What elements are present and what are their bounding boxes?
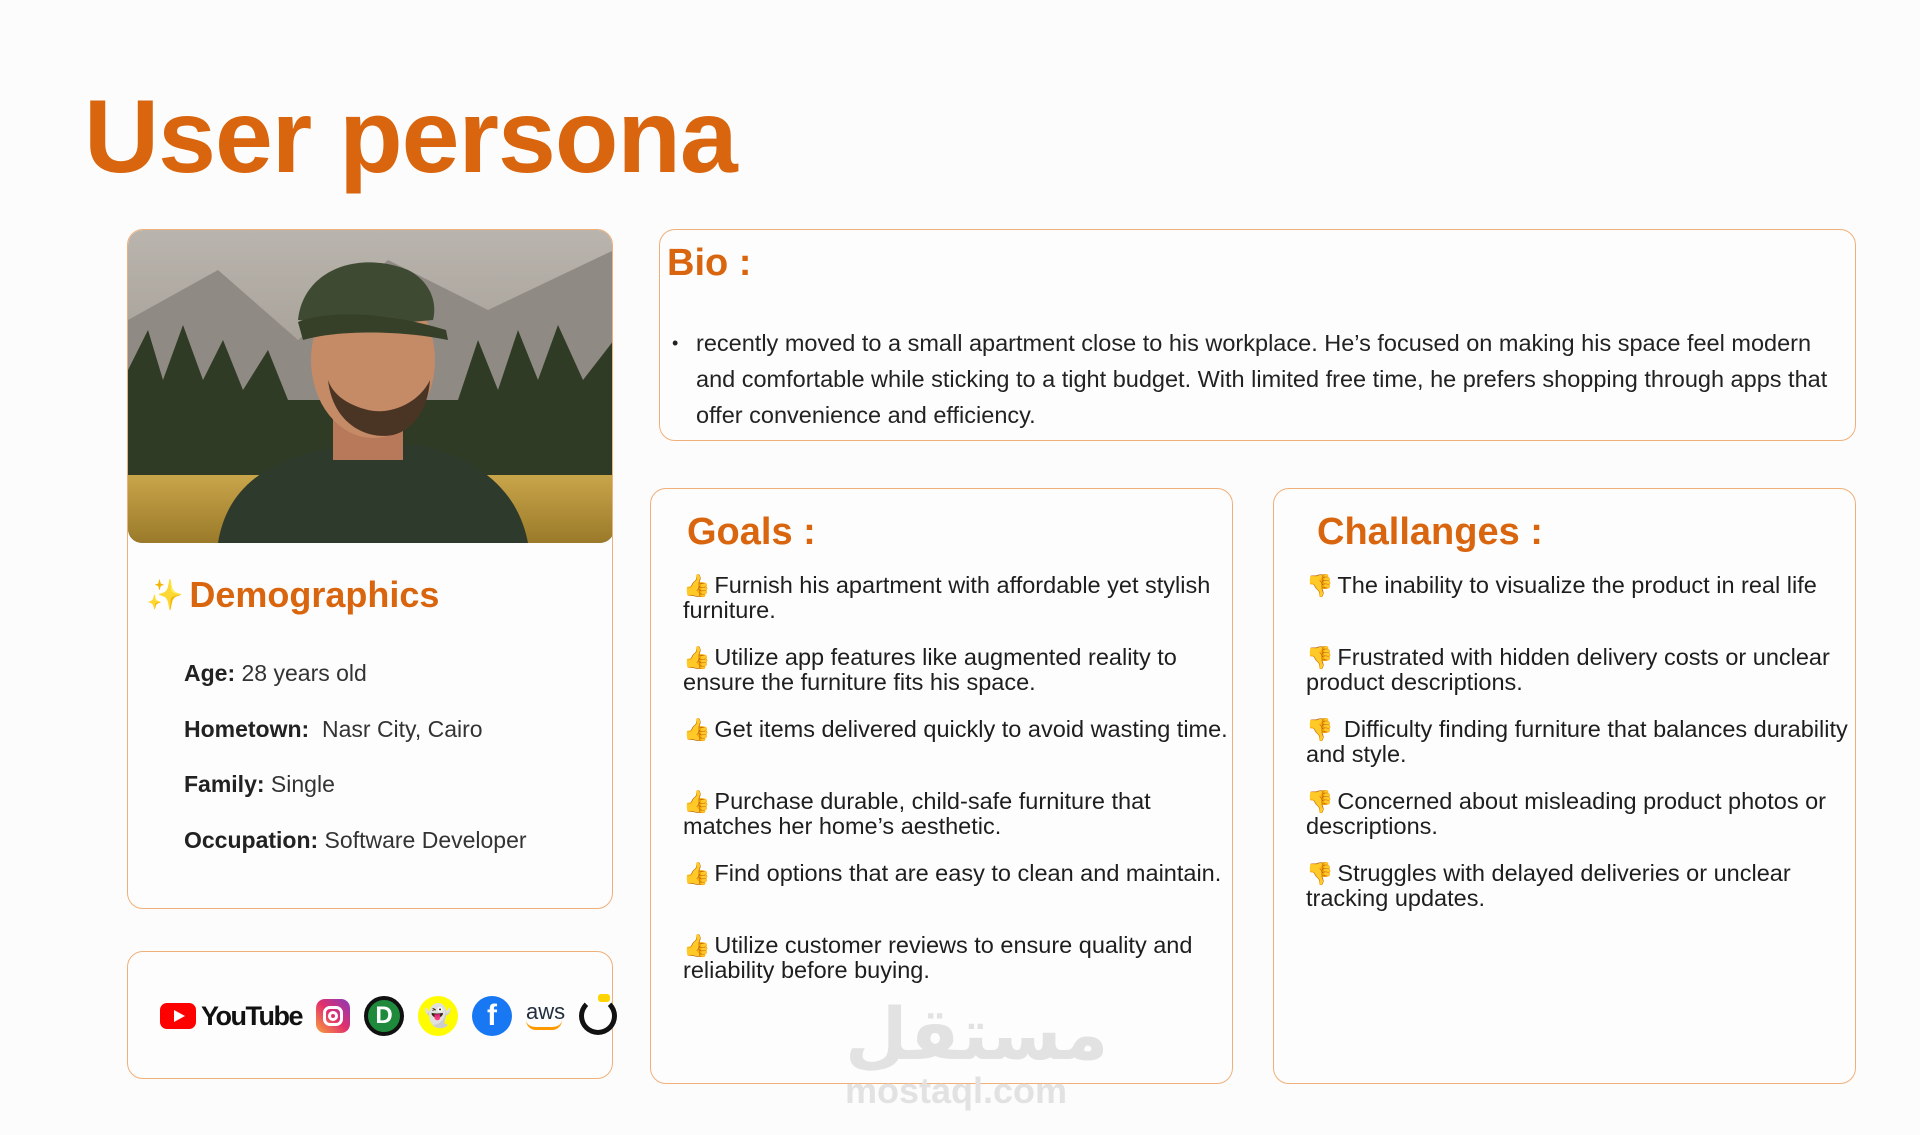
demographics-list (184, 660, 527, 882)
goal-text: Furnish his apartment with affordable yet stylish furniture. (683, 572, 1211, 623)
demographics-heading (146, 574, 439, 616)
list-item (683, 789, 1228, 861)
list-item (683, 573, 1228, 645)
dribbble-icon: D (364, 996, 404, 1036)
challenges-card (1273, 488, 1856, 1084)
challenge-text: Difficulty finding furniture that balances durability and style. (1306, 716, 1848, 767)
thumbs-down-icon: 👎 (1306, 861, 1334, 886)
youtube-play-icon (160, 1003, 196, 1029)
goal-text: Utilize customer reviews to ensure quality and reliability before buying. (683, 932, 1193, 983)
demographics-title: Demographics (189, 574, 440, 615)
watermark-latin: mostaql.com (845, 1070, 1068, 1111)
instagram-icon (316, 999, 350, 1033)
youtube-icon (160, 1001, 302, 1032)
snapchat-icon: 👻 (418, 996, 458, 1036)
list-item (683, 717, 1228, 789)
social-apps-card (127, 951, 613, 1079)
youtube-wordmark: YouTube (201, 1000, 302, 1031)
aws-wordmark: aws (525, 999, 566, 1025)
thumbs-up-icon: 👍 (683, 573, 711, 598)
bio-text: recently moved to a small apartment close to his workplace. He’s focused on making his space feel modern and comfortable while sticking to a tight budget. With limited free time, he prefers shopping through apps that offer convenience and efficiency. (696, 330, 1828, 428)
field-label: Age: (184, 660, 236, 686)
list-item (1306, 645, 1851, 717)
watermark-arabic: مستقل (845, 992, 1109, 1076)
thumbs-up-icon: 👍 (683, 789, 711, 814)
thumbs-up-icon: 👍 (683, 645, 711, 670)
bio-card (659, 229, 1856, 441)
social-icons-row (160, 992, 617, 1040)
challenge-text: Struggles with delayed deliveries or unclear tracking updates. (1306, 860, 1791, 911)
demographic-age (184, 660, 527, 716)
challenges-list (1306, 573, 1851, 933)
profile-card (127, 229, 613, 909)
field-value: Single (264, 771, 335, 797)
bio-bullet: • (672, 333, 679, 353)
bio-title: Bio : (667, 242, 752, 284)
list-item (683, 645, 1228, 717)
goal-text: Purchase durable, child-safe furniture that matches her home’s aesthetic. (683, 788, 1151, 839)
thumbs-up-icon: 👍 (683, 861, 711, 886)
aws-icon (525, 999, 566, 1030)
field-value: 28 years old (235, 660, 367, 686)
thumbs-down-icon: 👎 (1306, 645, 1334, 670)
field-value: Nasr City, Cairo (309, 715, 483, 742)
challenge-text: Concerned about misleading product photos or descriptions. (1306, 788, 1826, 839)
challenge-text: Frustrated with hidden delivery costs or unclear product descriptions. (1306, 644, 1830, 695)
demographic-family (184, 771, 527, 827)
thumbs-down-icon: 👎 (1306, 573, 1334, 598)
list-item (1306, 861, 1851, 933)
field-value: Software Developer (318, 826, 527, 853)
sparkles-icon: ✨ (146, 578, 184, 612)
list-item (1306, 789, 1851, 861)
list-item (683, 861, 1228, 933)
goal-text: Utilize app features like augmented reality to ensure the furniture fits his space. (683, 644, 1177, 695)
field-label: Family: (184, 771, 265, 797)
thumbs-up-icon: 👍 (683, 933, 711, 958)
goal-text: Get items delivered quickly to avoid wasting time. (714, 716, 1228, 742)
facebook-icon: f (472, 996, 512, 1036)
thumbs-down-icon: 👎 (1306, 789, 1334, 814)
noon-icon (579, 997, 617, 1035)
person-photo (128, 230, 613, 543)
challenges-title: Challanges : (1317, 511, 1543, 553)
demographic-hometown (184, 716, 527, 772)
goals-title: Goals : (687, 511, 816, 553)
list-item (1306, 717, 1851, 789)
list-item (1306, 573, 1851, 645)
goal-text: Find options that are easy to clean and maintain. (714, 860, 1222, 886)
demographic-occupation (184, 827, 527, 883)
goals-list (683, 573, 1228, 1005)
challenge-text: The inability to visualize the product in real life (1337, 572, 1817, 598)
field-label: Occupation: (184, 826, 319, 853)
thumbs-down-icon: 👎 (1306, 717, 1334, 742)
thumbs-up-icon: 👍 (683, 717, 711, 742)
field-label: Hometown: (184, 715, 310, 742)
page-title: User persona (84, 79, 737, 195)
